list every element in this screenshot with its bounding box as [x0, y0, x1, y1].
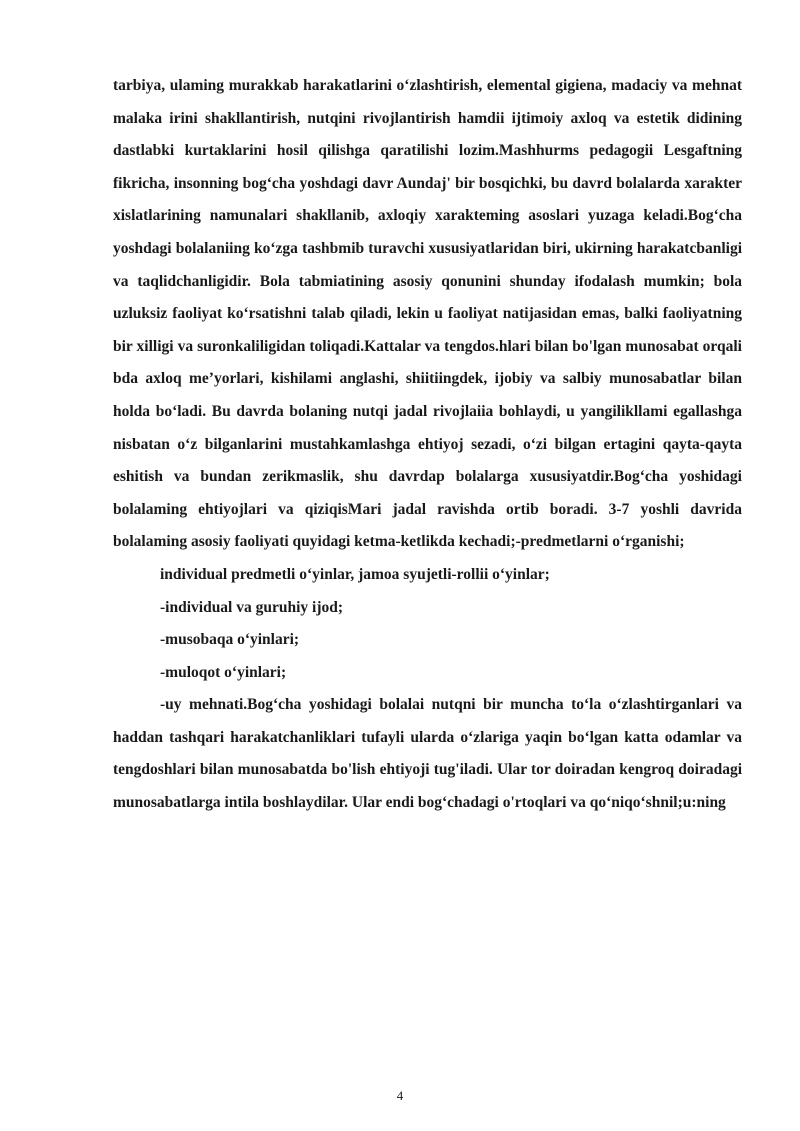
document-body — [113, 70, 742, 820]
list-item-2: -individual va guruhiy ijod; — [160, 598, 344, 616]
page-number: 4 — [396, 1088, 404, 1103]
list-item-3: -musobaqa o‘yinlari; — [160, 631, 300, 649]
list-item-4: -muloqot o‘yinlari; — [160, 663, 287, 681]
paragraph-2: -uy mehnati.Bog‘cha yoshidagi bolalai nutqni bir muncha to‘la o‘zlashtirganlari va haddan tashqari harakatchanliklari tufayli ularda o‘zlariga yaqin bo‘lgan katta odamlar va tengdoshlari bilan munosabatda bo'lish ehtiyoji tug'iladi. Ular tor doiradan kengroq doiradagi munosabatlarga intila boshlaydilar. Ular endi bog‘chadagi o'rtoqlari va qo‘niqo‘shnil;u:ning — [113, 696, 742, 812]
paragraph-1: tarbiya, ulaming murakkab harakatlarini o‘zlashtirish, elemental gigiena, madaciy va mehnat malaka irini shakllantirish, nutqini rivojlantirish hamdii ijtimoiy axloq va estetik didining dastlabki kurtaklarini hosil qilishga qaratilishi lozim.Mashhurms pedagogii Lesgaftning fikricha, insonning bog‘cha yoshdagi davr Aundaj' bir bosqichki, bu davrd bolalarda xarakter xislatlarining namunalari shakllanib, axloqiy xarakteming asoslari yuzaga keladi.Bog‘cha yoshdagi bolalaniing ko‘zga tashbmib turavchi xususiyatlaridan biri, ukirning harakatcbanligi va taqlidchanligidir. Bola tabmiatining asosiy qonunini shunday ifodalash mumkin; bola uzluksiz faoliyat ko‘rsatishni talab qiladi, lekin u faoliyat natijasidan emas, balki faoliyatning bir xilligi va suronkaliligidan toliqadi.Kattalar va tengdos.hlari bilan bo'lgan munosabat orqali bda axloq me’yorlari, kishilami anglashi, shiitiingdek, ijobiy va salbiy munosabatlar bilan holda bo‘ladi. Bu davrda bolaning nutqi jadal rivojlaiia bohlaydi, u yangilikllami egallashga nisbatan o‘z bilganlarini mustahkamlashga ehtiyoj sezadi, o‘zi bilgan ertagini qayta-qayta eshitish va bundan zerikmaslik, shu davrdap bolalarga xususiyatdir.Bog‘cha yoshidagi bolalaming ehtiyojlari va qiziqisMari jadal ravishda ortib boradi. 3-7 yoshli davrida bolalaming asosiy faoliyati quyidagi ketma-ketlikda kechadi;-predmetlarni o‘rganishi; — [113, 77, 742, 551]
list-item-1: individual predmetli o‘yinlar, jamoa syujetli-rollii o‘yinlar; — [160, 565, 550, 583]
